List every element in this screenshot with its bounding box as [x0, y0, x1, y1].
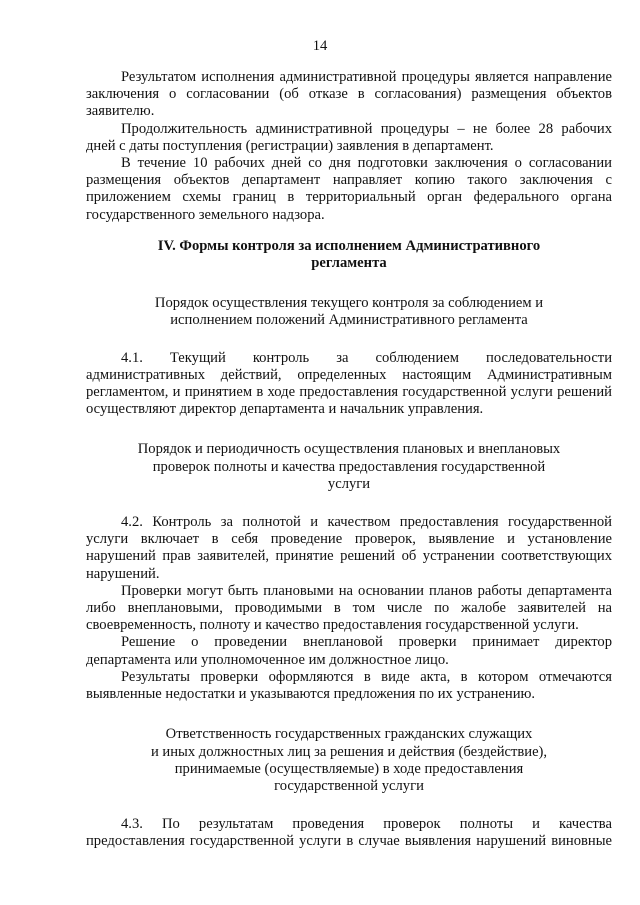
subheading-line: исполнением положений Административного регламента	[170, 312, 528, 329]
page-number: 14	[312, 38, 328, 54]
subheading-line: услуги	[327, 475, 371, 492]
subheading-line: Ответственность государственных гражданских служащих	[165, 726, 533, 743]
subheading-line: Порядок и периодичность осуществления плановых и внеплановых	[137, 441, 561, 458]
subheading-line: проверок полноты и качества предоставления государственной	[152, 458, 546, 475]
paragraph-inspection-types: Проверки могут быть плановыми на основании планов работы департамента либо внеплановыми, проводимыми в том числе по жалобе заявителей на своевременность, полноту и качество предоставления государственной услуги.	[86, 582, 612, 634]
subheading-line: и иных должностных лиц за решения и действия (бездействие),	[150, 743, 548, 760]
subheading-line: Порядок осуществления текущего контроля за соблюдением и	[154, 295, 544, 312]
document-body	[86, 69, 612, 851]
paragraph-4-2: 4.2. Контроль за полнотой и качеством предоставления государственной услуги включает в себя проведение проверок, выявление и установление нарушений прав заявителей, принятие решений об устранении соответствующих нарушений.	[86, 514, 612, 582]
subheading-responsibility	[86, 726, 612, 795]
section-title-line: IV. Формы контроля за исполнением Административного	[157, 237, 541, 254]
section-title-line: регламента	[311, 255, 387, 272]
paragraph-line: предоставления государственной услуги в случае выявления нарушений виновные	[86, 833, 612, 850]
paragraph-inspection-results: Результаты проверки оформляются в виде акта, в котором отмечаются выявленные недостатки и указываются предложения по их устранению.	[86, 668, 612, 703]
paragraph-copy-sending: В течение 10 рабочих дней со дня подготовки заключения о согласовании размещения объектов департамент направляет копию такого заключения с приложением схемы границ в территориальный орган федерального органа государственного земельного надзора.	[86, 155, 612, 223]
paragraph-line: 4.3. По результатам проведения проверок полноты и качества	[121, 816, 612, 833]
subheading-inspections	[86, 441, 612, 493]
paragraph-duration: Продолжительность административной процедуры – не более 28 рабочих дней с даты поступления (регистрации) заявления в департамент.	[86, 120, 612, 154]
subheading-line: принимаемые (осуществляемые) в ходе предоставления	[174, 760, 524, 777]
subheading-line: государственной услуги	[274, 777, 424, 794]
subheading-current-control	[86, 295, 612, 329]
section-4-2	[86, 514, 612, 703]
paragraph-result: Результатом исполнения административной процедуры является направление заключения о согласовании (об отказе в согласования) размещения объектов заявителю.	[86, 69, 612, 120]
paragraph-unscheduled-decision: Решение о проведении внеплановой проверки принимает директор департамента или уполномоченное им должностное лицо.	[86, 634, 612, 668]
paragraph-4-1: 4.1. Текущий контроль за соблюдением последовательности административных действий, определенных настоящим Административным регламентом, и принятием в ходе предоставления государственной услуги решений осуществляют директор департамента и начальник управления.	[86, 349, 612, 418]
section-title	[86, 238, 612, 272]
paragraph-4-3	[86, 816, 612, 850]
